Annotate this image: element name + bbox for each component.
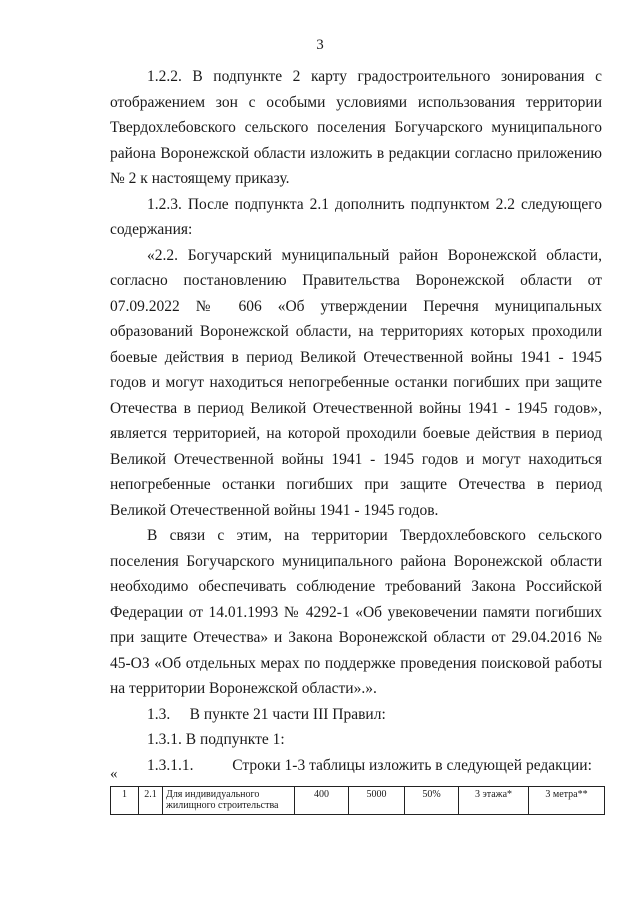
paragraph-1-2-2: 1.2.2. В подпункте 2 карту градостроительного зонирования с отображением зон с особыми условиями использования территории Твердохлебовского сельского поселения Богучарского муниципального района Воронежской области изложить в редакции согласно приложению № 2 к настоящему приказу. [110, 68, 602, 187]
rules-table [110, 786, 605, 815]
table-cell-setback: 3 метра** [529, 787, 605, 815]
table-cell-min-area: 400 [295, 787, 349, 815]
item-1-3-1: 1.3.1. В подпункте 1: [147, 731, 285, 748]
table-cell-number: 1 [111, 787, 139, 815]
table-cell-code: 2.1 [139, 787, 163, 815]
item-1-3-1-1: 1.3.1.1. Строки 1-3 таблицы изложить в следующей редакции: [147, 756, 592, 774]
opening-quote: « [110, 766, 118, 782]
page-number: 3 [316, 37, 324, 53]
paragraph-1-2-3: 1.2.3. После подпункта 2.1 дополнить подпунктом 2.2 следующего содержания: [110, 195, 602, 238]
table-row [111, 787, 605, 815]
table-cell-use-type: Для индивидуального жилищного строительства [163, 787, 295, 815]
body-text-top [110, 64, 602, 778]
paragraph-in-connection: В связи с этим, на территории Твердохлебовского сельского поселения Богучарского муниципального района Воронежской области необходимо обеспечивать соблюдение требований Закона Российской Федерации от 14.01.1993 № 4292-1 «Об увековечении памяти погибших при защите Отечества» и Закона Воронежской области от 29.04.2016 № 45-ОЗ «Об отдельных мерах по поддержке проведения поисковой работы на территории Воронежской области».». [110, 527, 602, 697]
table-cell-coverage: 50% [405, 787, 459, 815]
table-cell-max-area: 5000 [349, 787, 405, 815]
item-1-3: 1.3. В пункте 21 части III Правил: [147, 705, 386, 723]
paragraph-2-2: «2.2. Богучарский муниципальный район Воронежской области, согласно постановлению Правительства Воронежской области от 07.09.2022 № 606 «Об утверждении Перечня муниципальных образований Воронежской области, на территориях которых проходили боевые действия в период Великой Отечественной войны 1941 - 1945 годов и могут находиться непогребенные останки погибших при защите Отечества в период Великой Отечественной войны 1941 - 1945 годов», является территорией, на которой проходили боевые действия в период Великой Отечественной войны 1941 - 1945 годов и могут находиться непогребенные останки погибших при защите Отечества в период Великой Отечественной войны 1941 - 1945 годов. [110, 246, 602, 519]
table-cell-floors: 3 этажа* [459, 787, 529, 815]
